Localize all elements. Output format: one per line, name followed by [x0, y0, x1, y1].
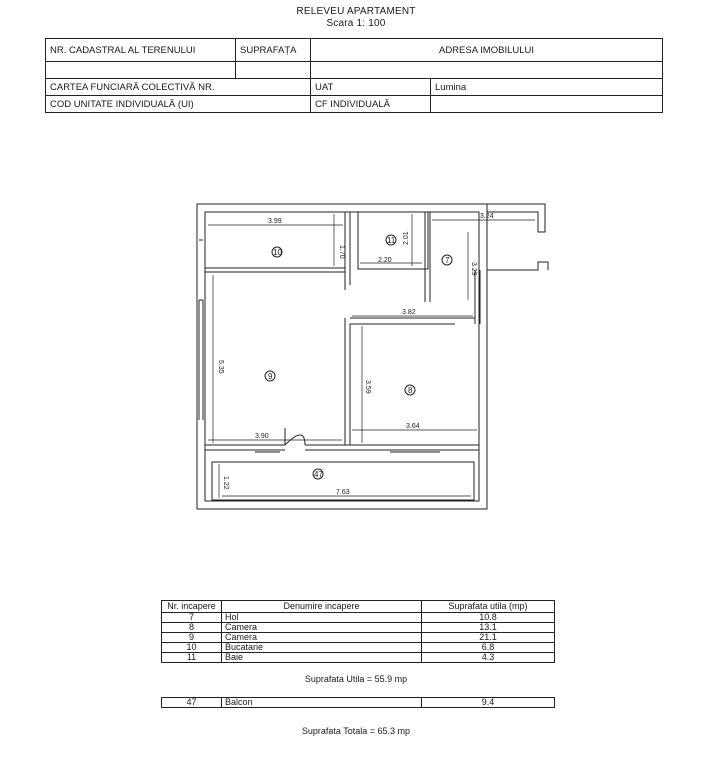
dim-label: 3.99: [268, 218, 282, 225]
dim-label: 1.22: [222, 476, 229, 490]
column-header: Nr. incapere: [162, 601, 222, 613]
dim-label: 7.63: [336, 489, 350, 496]
dim-label: 3.29: [470, 262, 477, 276]
table-row: 8 Camera 13.1: [162, 623, 555, 633]
dim-label: 2.20: [378, 257, 392, 264]
uat-value: Lumina: [431, 79, 663, 96]
table-row: 9 Camera 21.1: [162, 633, 555, 643]
nr-cadastral-label: NR. CADASTRAL AL TERENULUI: [46, 39, 236, 62]
table-row: 7 Hol 10.8: [162, 613, 555, 623]
room-number-11: 11: [387, 236, 396, 245]
table-row: 47 Balcon 9.4: [162, 698, 555, 708]
dim-label: 3.64: [406, 423, 420, 430]
uat-label: UAT: [311, 79, 431, 96]
suprafata-utila: Suprafata Utila = 55.9 mp: [304, 674, 408, 684]
dim-label: 5.35: [217, 360, 224, 374]
dim-label: 3.90: [255, 433, 269, 440]
table-row: 10 Bucatarie 6.8: [162, 643, 555, 653]
rooms-table: [161, 600, 555, 663]
suprafata-label: SUPRAFAȚA: [236, 39, 311, 62]
cod-ui-label: COD UNITATE INDIVIDUALĂ (UI): [46, 96, 311, 113]
dim-label: 3.82: [402, 309, 416, 316]
table-header-row: [162, 601, 555, 613]
table-row: 11 Baie 4.3: [162, 653, 555, 663]
room-number-8: 8: [408, 386, 413, 395]
adresa-label: ADRESA IMOBILULUI: [311, 39, 663, 62]
carte-funciara-label: CARTEA FUNCIARĂ COLECTIVĂ NR.: [46, 79, 311, 96]
column-header: Denumire incapere: [222, 601, 422, 613]
column-header: Suprafata utila (mp): [422, 601, 555, 613]
room-number-7: 7: [445, 256, 450, 265]
room-number-9: 9: [268, 372, 273, 381]
document-scale: Scara 1: 100: [326, 18, 386, 29]
room-number-10: 10: [273, 248, 282, 257]
document-title: RELEVEU APARTAMENT: [296, 6, 416, 17]
dim-label: 3.24: [480, 213, 494, 220]
dim-label: 2.01: [403, 231, 410, 245]
dim-label: 1.70: [338, 245, 345, 259]
room-number-47: 47: [314, 470, 323, 479]
cf-individuala-label: CF INDIVIDUALĂ: [311, 96, 431, 113]
suprafata-totala: Suprafata Totala = 65.3 mp: [301, 726, 411, 736]
dim-label: 3.59: [364, 380, 371, 394]
balcony-table: [161, 697, 555, 708]
